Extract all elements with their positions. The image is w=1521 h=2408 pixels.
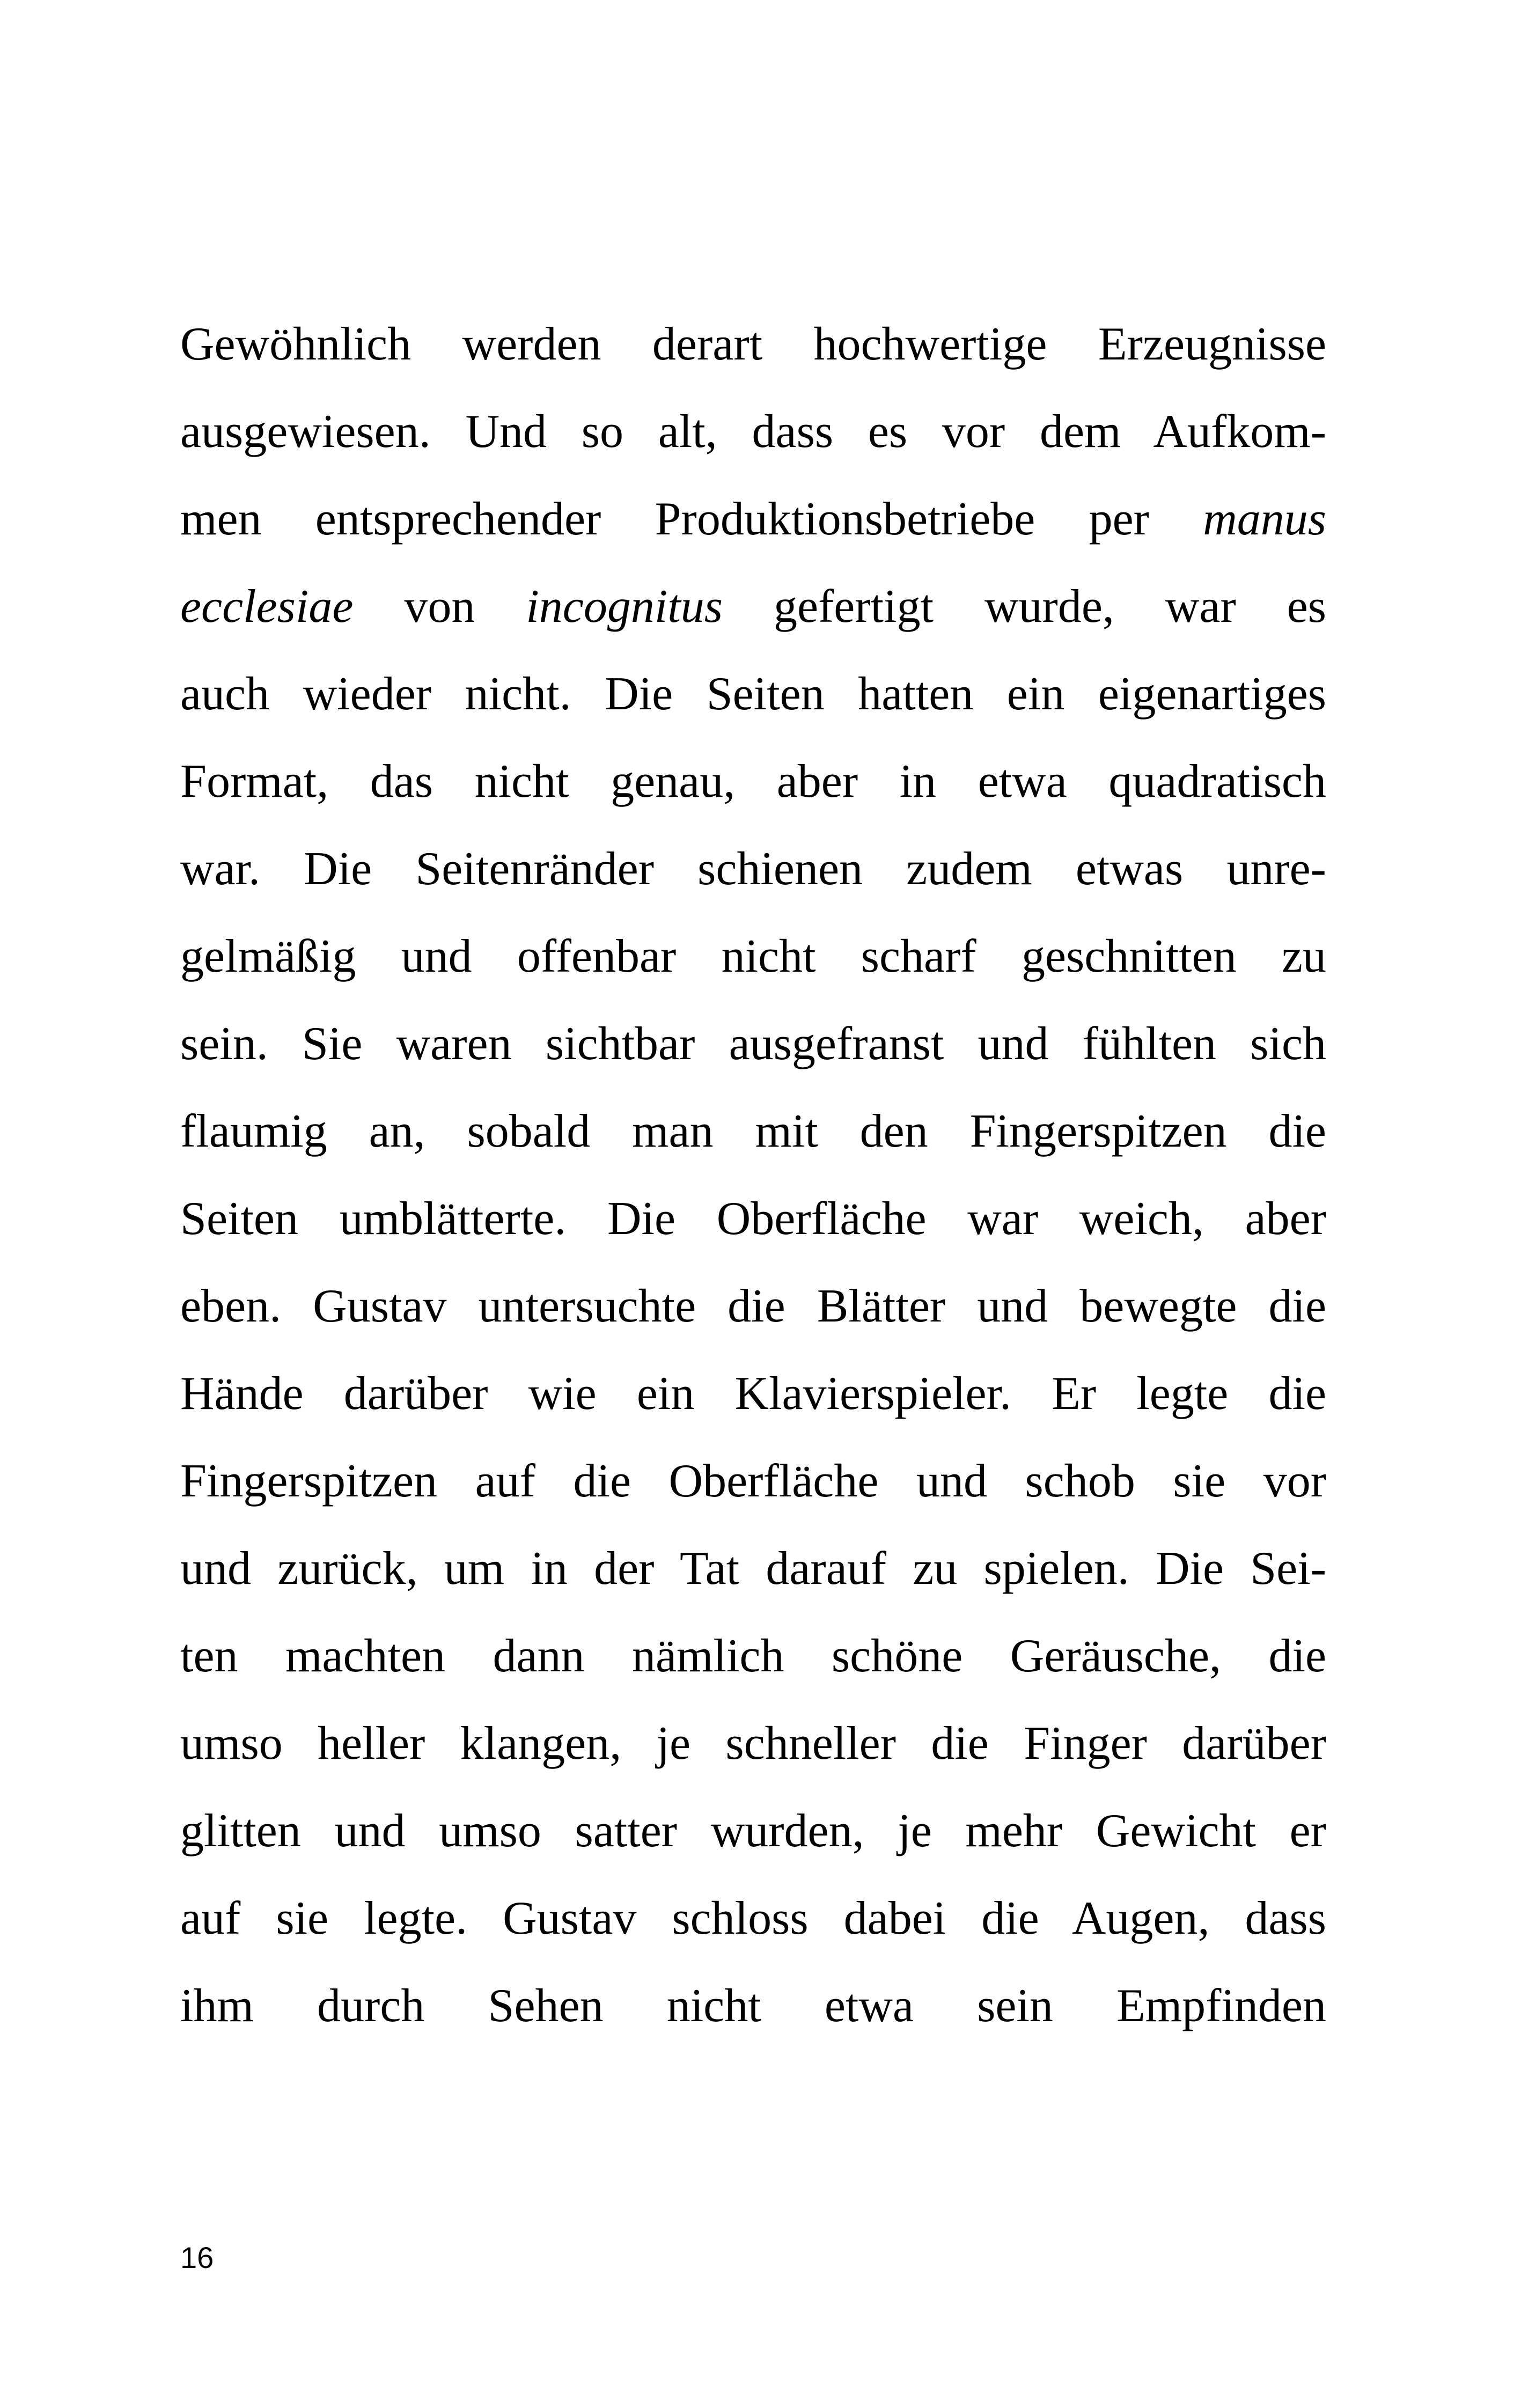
text-run: Hände darüber wie ein Klavierspieler. Er legte die (180, 1368, 1326, 1420)
text-line (180, 1437, 1326, 1525)
text-run: men entsprechender Produktionsbetriebe per (180, 493, 1203, 545)
text-line (180, 475, 1326, 563)
text-run: Gewöhnlich werden derart hochwertige Erzeugnisse (180, 318, 1326, 370)
text-line (180, 913, 1326, 1000)
italic-term: incognitus (526, 581, 723, 633)
text-run: Format, das nicht genau, aber in etwa quadratisch (180, 755, 1326, 807)
text-run: flaumig an, sobald man mit den Fingerspitzen die (180, 1105, 1326, 1157)
text-run: Seiten umblätterte. Die Oberfläche war weich, aber (180, 1193, 1326, 1245)
text-run: ihm durch Sehen nicht etwa sein Empfinden (180, 1980, 1326, 2032)
text-run: war. Die Seitenränder schienen zudem etwas unre- (180, 843, 1326, 895)
text-run: von (353, 581, 526, 633)
text-line (180, 1088, 1326, 1175)
text-line (180, 1262, 1326, 1350)
text-run: Fingerspitzen auf die Oberfläche und schob sie vor (180, 1455, 1326, 1507)
text-line (180, 650, 1326, 738)
italic-term: manus (1203, 493, 1326, 545)
text-line (180, 563, 1326, 650)
text-line (180, 300, 1326, 388)
text-run: auch wieder nicht. Die Seiten hatten ein eigenartiges (180, 668, 1326, 720)
text-line (180, 1350, 1326, 1437)
text-line (180, 388, 1326, 475)
text-run: ausgewiesen. Und so alt, dass es vor dem Aufkom- (180, 406, 1326, 458)
text-line (180, 1700, 1326, 1787)
text-run: ten machten dann nämlich schöne Geräusche, die (180, 1630, 1326, 1682)
text-line (180, 1175, 1326, 1262)
page-number: 16 (180, 2241, 214, 2274)
text-line (180, 1000, 1326, 1088)
text-run: glitten und umso satter wurden, je mehr Gewicht er (180, 1805, 1326, 1857)
text-run: sein. Sie waren sichtbar ausgefranst und fühlten sich (180, 1018, 1326, 1070)
text-run: und zurück, um in der Tat darauf zu spielen. Die Sei- (180, 1543, 1326, 1595)
text-line (180, 738, 1326, 825)
text-run: auf sie legte. Gustav schloss dabei die Augen, dass (180, 1892, 1326, 1944)
text-run: gefertigt wurde, war es (723, 581, 1326, 633)
text-run: umso heller klangen, je schneller die Finger darüber (180, 1717, 1326, 1770)
text-run: eben. Gustav untersuchte die Blätter und bewegte die (180, 1280, 1326, 1332)
text-line (180, 1875, 1326, 1962)
text-line (180, 1612, 1326, 1700)
text-run: gelmäßig und offenbar nicht scharf geschnitten zu (180, 930, 1326, 982)
text-line (180, 1525, 1326, 1612)
text-line (180, 825, 1326, 913)
body-text (180, 300, 1326, 2050)
italic-term: ecclesiae (180, 581, 354, 633)
text-line (180, 1787, 1326, 1875)
text-line (180, 1962, 1326, 2050)
